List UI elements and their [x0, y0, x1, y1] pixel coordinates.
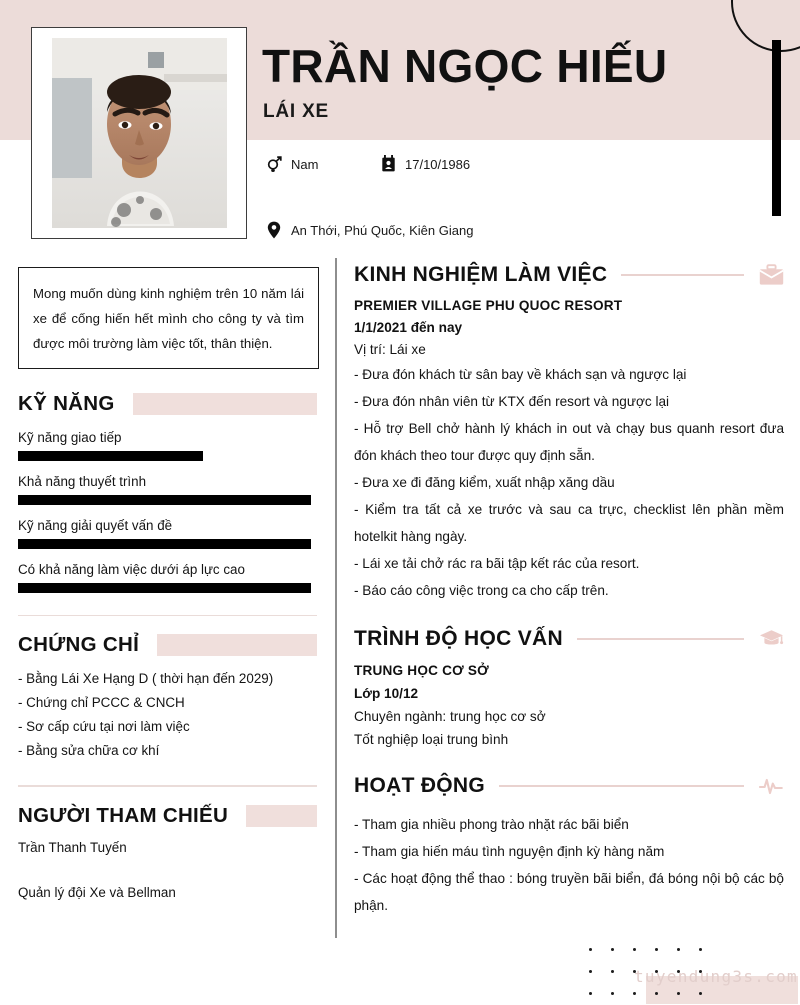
activities-list — [354, 811, 784, 919]
experience-bullet: - Lái xe tải chở rác ra bãi tập kết rác của resort. — [354, 556, 640, 571]
skills-heading — [18, 391, 317, 417]
meta-dob — [380, 155, 470, 173]
gender-value: Nam — [291, 156, 319, 172]
certificate-item: - Chứng chỉ PCCC & CNCH — [18, 695, 185, 711]
dot — [655, 992, 658, 995]
photo-frame — [31, 27, 247, 239]
activity-item: - Tham gia hiến máu tình nguyện định kỳ hàng năm — [354, 844, 665, 859]
skill-label: Có khả năng làm việc dưới áp lực cao — [18, 562, 245, 577]
dot — [677, 948, 680, 951]
certificate-item: - Sơ cấp cứu tại nơi làm việc — [18, 719, 190, 735]
dot — [611, 970, 614, 973]
right-column — [354, 258, 784, 923]
activity-item: - Các hoạt động thể thao : bóng truyền bãi biển, đá bóng nội bộ các bộ phận. — [354, 871, 784, 913]
skill-item — [18, 562, 317, 593]
skill-bar — [18, 451, 203, 461]
left-column — [0, 258, 335, 900]
skill-bar — [18, 539, 311, 549]
section-certificates — [18, 615, 317, 763]
dot — [699, 992, 702, 995]
certificates-rule — [18, 615, 317, 616]
dot — [611, 992, 614, 995]
dot — [589, 948, 592, 951]
certificate-item: - Bằng sửa chữa cơ khí — [18, 743, 160, 759]
dot — [677, 992, 680, 995]
education-title: TRÌNH ĐỘ HỌC VẤN — [354, 627, 563, 650]
education-major: Chuyên ngành: trung học cơ sở — [354, 709, 546, 724]
black-bar-decor-icon — [772, 40, 781, 216]
pulse-icon — [758, 774, 784, 798]
briefcase-icon — [758, 263, 784, 287]
certificates-heading — [18, 632, 317, 658]
experience-heading — [354, 258, 784, 292]
skill-track — [18, 451, 317, 461]
graduation-cap-icon — [758, 627, 784, 651]
section-reference — [18, 785, 317, 899]
location-pin-icon — [266, 221, 282, 239]
id-card-icon — [380, 155, 396, 173]
experience-bullet: - Hỗ trợ Bell chở hành lý khách in out và chạy bus quanh resort đưa đón khách theo tour được quy định sẵn. — [354, 421, 784, 463]
dot — [589, 970, 592, 973]
activities-title: HOẠT ĐỘNG — [354, 774, 486, 797]
dot — [633, 992, 636, 995]
watermark-text: tuyendung3s.com — [634, 967, 798, 986]
skill-label: Kỹ năng giải quyết vấn đề — [18, 518, 173, 533]
experience-company: PREMIER VILLAGE PHU QUOC RESORT — [354, 298, 623, 313]
experience-bullet: - Đưa xe đi đăng kiểm, xuất nhập xăng dầu — [354, 475, 615, 490]
education-grade: Lớp 10/12 — [354, 686, 419, 701]
section-skills — [18, 391, 317, 593]
dot — [589, 992, 592, 995]
skills-list — [18, 430, 317, 593]
column-divider — [335, 258, 337, 938]
skill-label: Khả năng thuyết trình — [18, 474, 147, 489]
skill-item — [18, 518, 317, 549]
reference-title: NGƯỜI THAM CHIẾU — [18, 803, 229, 827]
skill-bar — [18, 583, 311, 593]
skill-item — [18, 474, 317, 505]
experience-title: KINH NGHIỆM LÀM VIỆC — [354, 263, 608, 286]
experience-date: 1/1/2021 đến nay — [354, 320, 463, 335]
reference-title-fill — [246, 805, 317, 827]
skills-title: KỸ NĂNG — [18, 392, 115, 415]
education-result: Tốt nghiệp loại trung bình — [354, 732, 509, 747]
skill-track — [18, 539, 317, 549]
activities-heading — [354, 769, 784, 803]
meta-gender — [266, 155, 318, 173]
section-experience — [354, 258, 784, 604]
section-education — [354, 622, 784, 747]
experience-bullet: - Báo cáo công việc trong ca cho cấp trên. — [354, 583, 609, 598]
dot — [611, 948, 614, 951]
activities-rule — [499, 785, 744, 786]
education-heading — [354, 622, 784, 656]
skills-title-fill — [133, 393, 317, 415]
skill-bar — [18, 495, 311, 505]
education-rule — [577, 638, 744, 639]
experience-bullets — [354, 361, 784, 604]
dob-value: 17/10/1986 — [405, 156, 471, 172]
dot — [655, 948, 658, 951]
page-title: TRẦN NGỌC HIẾU — [262, 40, 668, 92]
skill-track — [18, 583, 317, 593]
certificate-item: - Bằng Lái Xe Hạng D ( thời hạn đến 2029) — [18, 671, 274, 687]
address-value: An Thới, Phú Quốc, Kiên Giang — [291, 222, 474, 238]
reference-name: Trần Thanh Tuyến — [18, 839, 127, 855]
reference-rule — [18, 785, 317, 786]
dot — [699, 948, 702, 951]
skill-label: Kỹ năng giao tiếp — [18, 430, 122, 445]
dot — [633, 948, 636, 951]
reference-heading — [18, 803, 317, 829]
meta-address — [266, 221, 473, 239]
avatar — [52, 38, 227, 228]
skill-item — [18, 430, 317, 461]
experience-bullet: - Đưa đón khách từ sân bay về khách sạn và ngược lại — [354, 367, 687, 382]
certificates-list — [18, 667, 317, 763]
experience-position: Vị trí: Lái xe — [354, 342, 426, 357]
reference-role: Quản lý đội Xe và Bellman — [18, 884, 176, 900]
experience-rule — [621, 274, 744, 275]
skill-track — [18, 495, 317, 505]
gender-icon — [266, 155, 282, 173]
experience-bullet: - Kiểm tra tất cả xe trước và sau ca trực, checklist lên phần mềm hotelkit hàng ngày. — [354, 502, 784, 544]
experience-bullet: - Đưa đón nhân viên từ KTX đến resort và ngược lại — [354, 394, 670, 409]
activity-item: - Tham gia nhiều phong trào nhặt rác bãi biển — [354, 817, 629, 832]
education-school: TRUNG HỌC CƠ SỞ — [354, 663, 489, 678]
certificates-title-fill — [157, 634, 317, 656]
section-activities — [354, 769, 784, 919]
job-title: LÁI XE — [263, 101, 330, 122]
certificates-title: CHỨNG CHỈ — [18, 633, 140, 657]
objective-box: Mong muốn dùng kinh nghiệm trên 10 năm lái xe để cống hiến hết mình cho công ty và tìm được môi trường làm việc tốt, thân thiện. — [18, 267, 319, 369]
